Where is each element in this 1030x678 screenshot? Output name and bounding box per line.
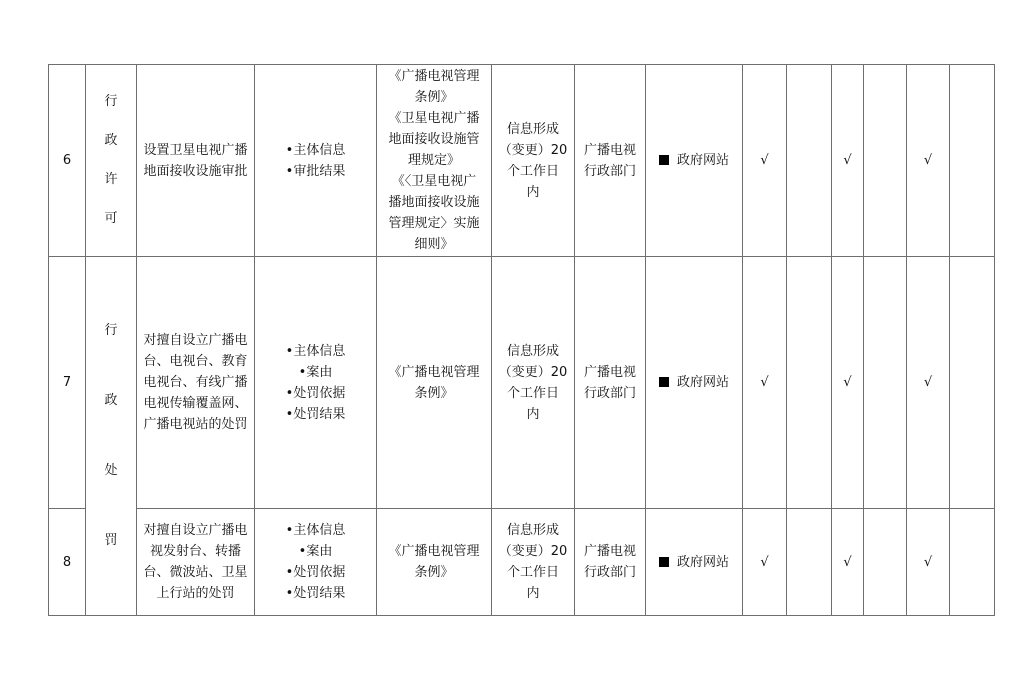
- check-cell: √: [832, 509, 864, 616]
- time-line: 内: [526, 586, 540, 601]
- content-cell: [255, 257, 377, 509]
- check-cell: [950, 509, 995, 616]
- basis-line: 《卫星电视广播: [388, 111, 480, 126]
- subject-line: 行政部门: [583, 385, 636, 401]
- filled-square-icon: [659, 155, 669, 165]
- category-char: 行: [104, 94, 118, 109]
- time-line: 个工作日: [506, 565, 559, 580]
- time-line: 个工作日: [506, 385, 559, 401]
- time-limit-cell: [492, 509, 575, 616]
- channel-cell: [646, 509, 743, 616]
- check-cell: √: [832, 65, 864, 257]
- category-cell-penalty: [86, 257, 137, 616]
- subject-cell: [575, 65, 646, 257]
- basis-line: 《广播电视管理: [388, 544, 480, 559]
- content-line: •主体信息: [285, 142, 346, 158]
- category-char: 政: [104, 393, 118, 408]
- check-cell: √: [743, 509, 787, 616]
- category-char: 可: [104, 211, 118, 226]
- basis-line: 条例》: [414, 90, 454, 105]
- check-cell: √: [743, 257, 787, 509]
- time-line: 信息形成: [506, 523, 559, 538]
- table-row: [49, 65, 995, 257]
- basis-line: 细则》: [414, 237, 454, 252]
- category-char: 许: [104, 172, 118, 187]
- check-cell: √: [743, 65, 787, 257]
- time-line: （变更）20: [498, 142, 568, 158]
- subject-line: 广播电视: [583, 142, 636, 158]
- check-cell: [787, 509, 832, 616]
- row-number: 7: [49, 257, 86, 509]
- content-line: •主体信息: [285, 343, 346, 359]
- item-cell: 设置卫星电视广播地面接收设施审批: [137, 65, 255, 257]
- category-char: 处: [104, 463, 118, 478]
- content-line: •主体信息: [285, 523, 346, 538]
- subject-cell: [575, 257, 646, 509]
- subject-cell: [575, 509, 646, 616]
- category-char: 罚: [104, 533, 118, 548]
- content-cell: [255, 65, 377, 257]
- subject-line: 广播电视: [583, 544, 636, 559]
- basis-line: 地面接收设施管: [388, 132, 480, 147]
- basis-cell: [377, 257, 492, 509]
- item-cell: 对擅自设立广播电视发射台、转播台、微波站、卫星上行站的处罚: [137, 509, 255, 616]
- time-line: 内: [526, 184, 540, 200]
- check-cell: [864, 257, 907, 509]
- basis-line: 条例》: [414, 565, 454, 580]
- channel-label: 政府网站: [676, 153, 729, 168]
- basis-line: 《广播电视管理: [388, 69, 480, 84]
- category-char: 行: [104, 323, 118, 338]
- time-line: 个工作日: [506, 163, 559, 179]
- time-limit-cell: [492, 257, 575, 509]
- content-line: •审批结果: [285, 163, 346, 179]
- basis-line: 理规定》: [407, 153, 460, 168]
- content-line: •案由: [298, 364, 333, 380]
- time-line: 内: [526, 406, 540, 422]
- content-line: •处罚结果: [285, 586, 346, 601]
- basis-line: 《广播电视管理: [388, 364, 480, 380]
- subject-line: 广播电视: [583, 364, 636, 380]
- check-cell: [950, 257, 995, 509]
- content-line: •处罚依据: [285, 385, 346, 401]
- content-line: •处罚结果: [285, 406, 346, 422]
- time-limit-cell: [492, 65, 575, 257]
- channel-cell: [646, 65, 743, 257]
- content-line: •案由: [298, 544, 333, 559]
- basis-line: 管理规定〉实施: [388, 216, 480, 231]
- subject-line: 行政部门: [583, 565, 636, 580]
- check-cell: [950, 65, 995, 257]
- basis-line: 《〈卫星电视广: [391, 174, 477, 189]
- row-number: 8: [49, 509, 86, 616]
- row-number: 6: [49, 65, 86, 257]
- basis-cell: [377, 65, 492, 257]
- content-line: •处罚依据: [285, 565, 346, 580]
- category-char: 政: [104, 133, 118, 148]
- check-cell: √: [907, 65, 950, 257]
- time-line: 信息形成: [506, 121, 559, 137]
- channel-cell: [646, 257, 743, 509]
- basis-line: 条例》: [414, 385, 454, 401]
- time-line: 信息形成: [506, 343, 559, 359]
- filled-square-icon: [659, 557, 669, 567]
- table-row: [49, 509, 995, 616]
- time-line: （变更）20: [498, 364, 568, 380]
- check-cell: [787, 257, 832, 509]
- time-line: （变更）20: [498, 544, 568, 559]
- category-cell-licensing: [86, 65, 137, 257]
- check-cell: [864, 65, 907, 257]
- check-cell: √: [907, 257, 950, 509]
- table-row: [49, 257, 995, 509]
- channel-label: 政府网站: [676, 375, 729, 390]
- check-cell: [787, 65, 832, 257]
- basis-cell: [377, 509, 492, 616]
- item-cell: 对擅自设立广播电台、电视台、教育电视台、有线广播电视传输覆盖网、广播电视站的处罚: [137, 257, 255, 509]
- filled-square-icon: [659, 377, 669, 387]
- check-cell: √: [907, 509, 950, 616]
- content-cell: [255, 509, 377, 616]
- disclosure-table: [48, 64, 995, 616]
- check-cell: [864, 509, 907, 616]
- subject-line: 行政部门: [583, 163, 636, 179]
- basis-line: 播地面接收设施: [388, 195, 480, 210]
- check-cell: √: [832, 257, 864, 509]
- channel-label: 政府网站: [676, 554, 729, 570]
